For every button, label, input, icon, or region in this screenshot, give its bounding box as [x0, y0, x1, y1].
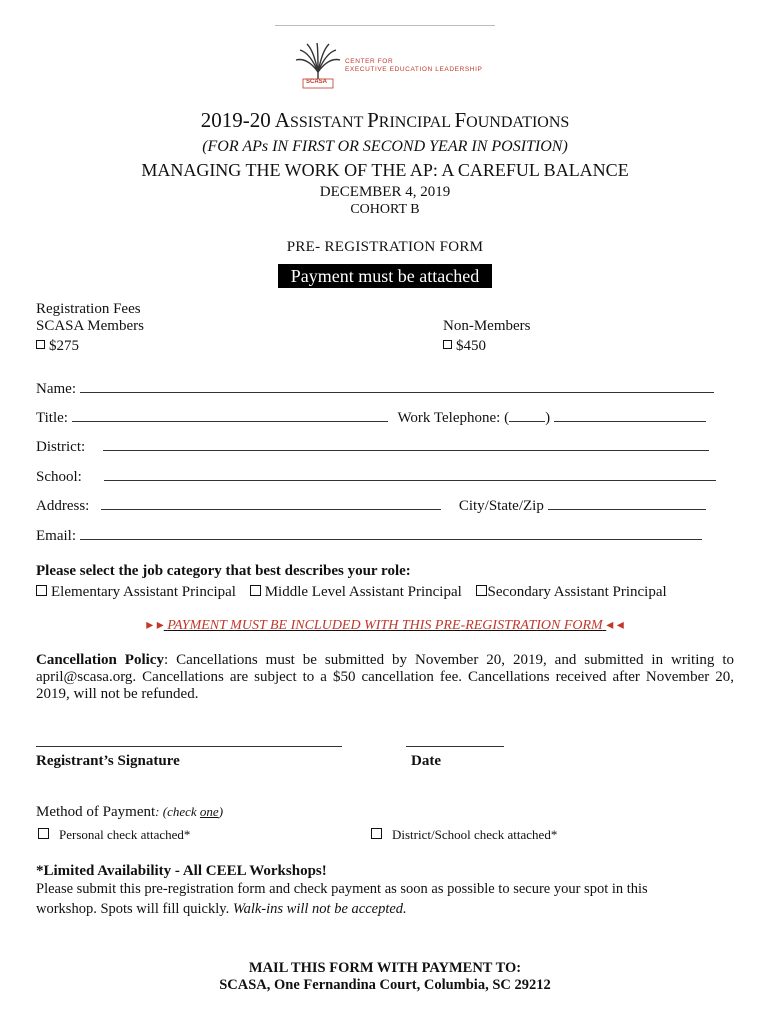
signature-line[interactable]: [36, 746, 342, 747]
availability-heading: *Limited Availability - All CEEL Workshops!: [36, 863, 327, 879]
name-field[interactable]: Name:: [36, 380, 716, 398]
area-code-line[interactable]: [509, 420, 545, 422]
notice-text: PAYMENT MUST BE INCLUDED WITH THIS PRE-REGISTRATION FORM: [167, 618, 603, 633]
school-field[interactable]: School:: [36, 468, 721, 486]
form-heading: PRE- REGISTRATION FORM: [286, 239, 484, 255]
role-option-secondary[interactable]: Secondary Assistant Principal: [476, 584, 667, 600]
checkbox-icon[interactable]: [36, 340, 45, 349]
district-field[interactable]: District:: [36, 438, 716, 456]
page-title: 2019-20 ASSISTANT PRINCIPAL FOUNDATIONS: [200, 108, 570, 132]
payment-method-heading: Method of Payment: (check one): [36, 804, 224, 820]
payment-banner: Payment must be attached: [278, 264, 492, 288]
city-input-line[interactable]: [548, 508, 706, 510]
checkbox-icon[interactable]: [38, 828, 49, 839]
phone-input-line[interactable]: [554, 420, 706, 422]
checkbox-icon[interactable]: [476, 585, 487, 596]
name-input-line[interactable]: [80, 391, 714, 393]
role-option-elementary[interactable]: Elementary Assistant Principal: [36, 584, 236, 600]
logo-line-2: EXECUTIVE EDUCATION LEADERSHIP: [345, 66, 483, 73]
availability-text: Please submit this pre-registration form and check payment as soon as possible to secure your spot in this workshop. Spots will fill quickly. Walk-ins will not be accepted.: [36, 881, 648, 917]
role-prompt: Please select the job category that best describes your role:: [36, 563, 411, 579]
arrow-left-icon: ◂ ◂: [606, 618, 624, 633]
checkbox-icon[interactable]: [36, 585, 47, 596]
payment-option-district[interactable]: District/School check attached*: [371, 827, 557, 843]
ceel-logo: [293, 42, 493, 90]
email-input-line[interactable]: [80, 538, 702, 540]
cohort: COHORT B: [350, 202, 420, 217]
members-fee-option[interactable]: $275: [36, 337, 79, 355]
mail-heading: MAIL THIS FORM WITH PAYMENT TO:: [248, 960, 522, 976]
nonmembers-fee-option[interactable]: $450: [443, 337, 486, 355]
address-row: Address: City/State/Zip: [36, 497, 716, 515]
payment-notice: [0, 617, 770, 634]
walkins-note: Walk-ins will not be accepted.: [232, 901, 407, 917]
checkbox-icon[interactable]: [250, 585, 261, 596]
cancellation-policy: Cancellation Policy: Cancellations must be submitted by November 20, 2019, and submitted in writing to april@scasa.org. Cancellations are subject to a $50 cancellation fee. Cancellations received after November 20, 2019, will not be refunded.: [36, 652, 734, 702]
date-label: Date: [411, 753, 441, 769]
district-input-line[interactable]: [103, 449, 709, 451]
event-date: DECEMBER 4, 2019: [319, 184, 451, 200]
school-input-line[interactable]: [104, 479, 716, 481]
checkbox-icon[interactable]: [371, 828, 382, 839]
workshop-theme: MANAGING THE WORK OF THE AP: A CAREFUL BALANCE: [141, 160, 629, 180]
address-input-line[interactable]: [101, 508, 441, 510]
logo-badge: SCASA: [306, 79, 328, 85]
members-label: SCASA Members: [36, 318, 144, 334]
payment-option-personal[interactable]: Personal check attached*: [38, 827, 190, 843]
subtitle: (FOR APs IN FIRST OR SECOND YEAR IN POSITION): [202, 138, 568, 155]
title-phone-row: Title: Work Telephone: ( ): [36, 409, 716, 427]
logo-line-1: CENTER FOR: [345, 58, 394, 65]
logo-text: [345, 58, 482, 74]
date-line[interactable]: [406, 746, 504, 747]
title-input-line[interactable]: [72, 420, 388, 422]
signature-label: Registrant’s Signature: [36, 753, 180, 769]
top-divider: [275, 25, 495, 26]
checkbox-icon[interactable]: [443, 340, 452, 349]
mail-address: SCASA, One Fernandina Court, Columbia, SC 29212: [219, 977, 551, 993]
arrow-right-icon: ▸ ▸: [146, 618, 164, 633]
role-option-middle[interactable]: Middle Level Assistant Principal: [250, 584, 462, 600]
fees-label: Registration Fees: [36, 301, 141, 317]
role-options: [36, 583, 736, 601]
nonmembers-label: Non-Members: [443, 318, 531, 334]
email-field[interactable]: Email:: [36, 527, 716, 545]
